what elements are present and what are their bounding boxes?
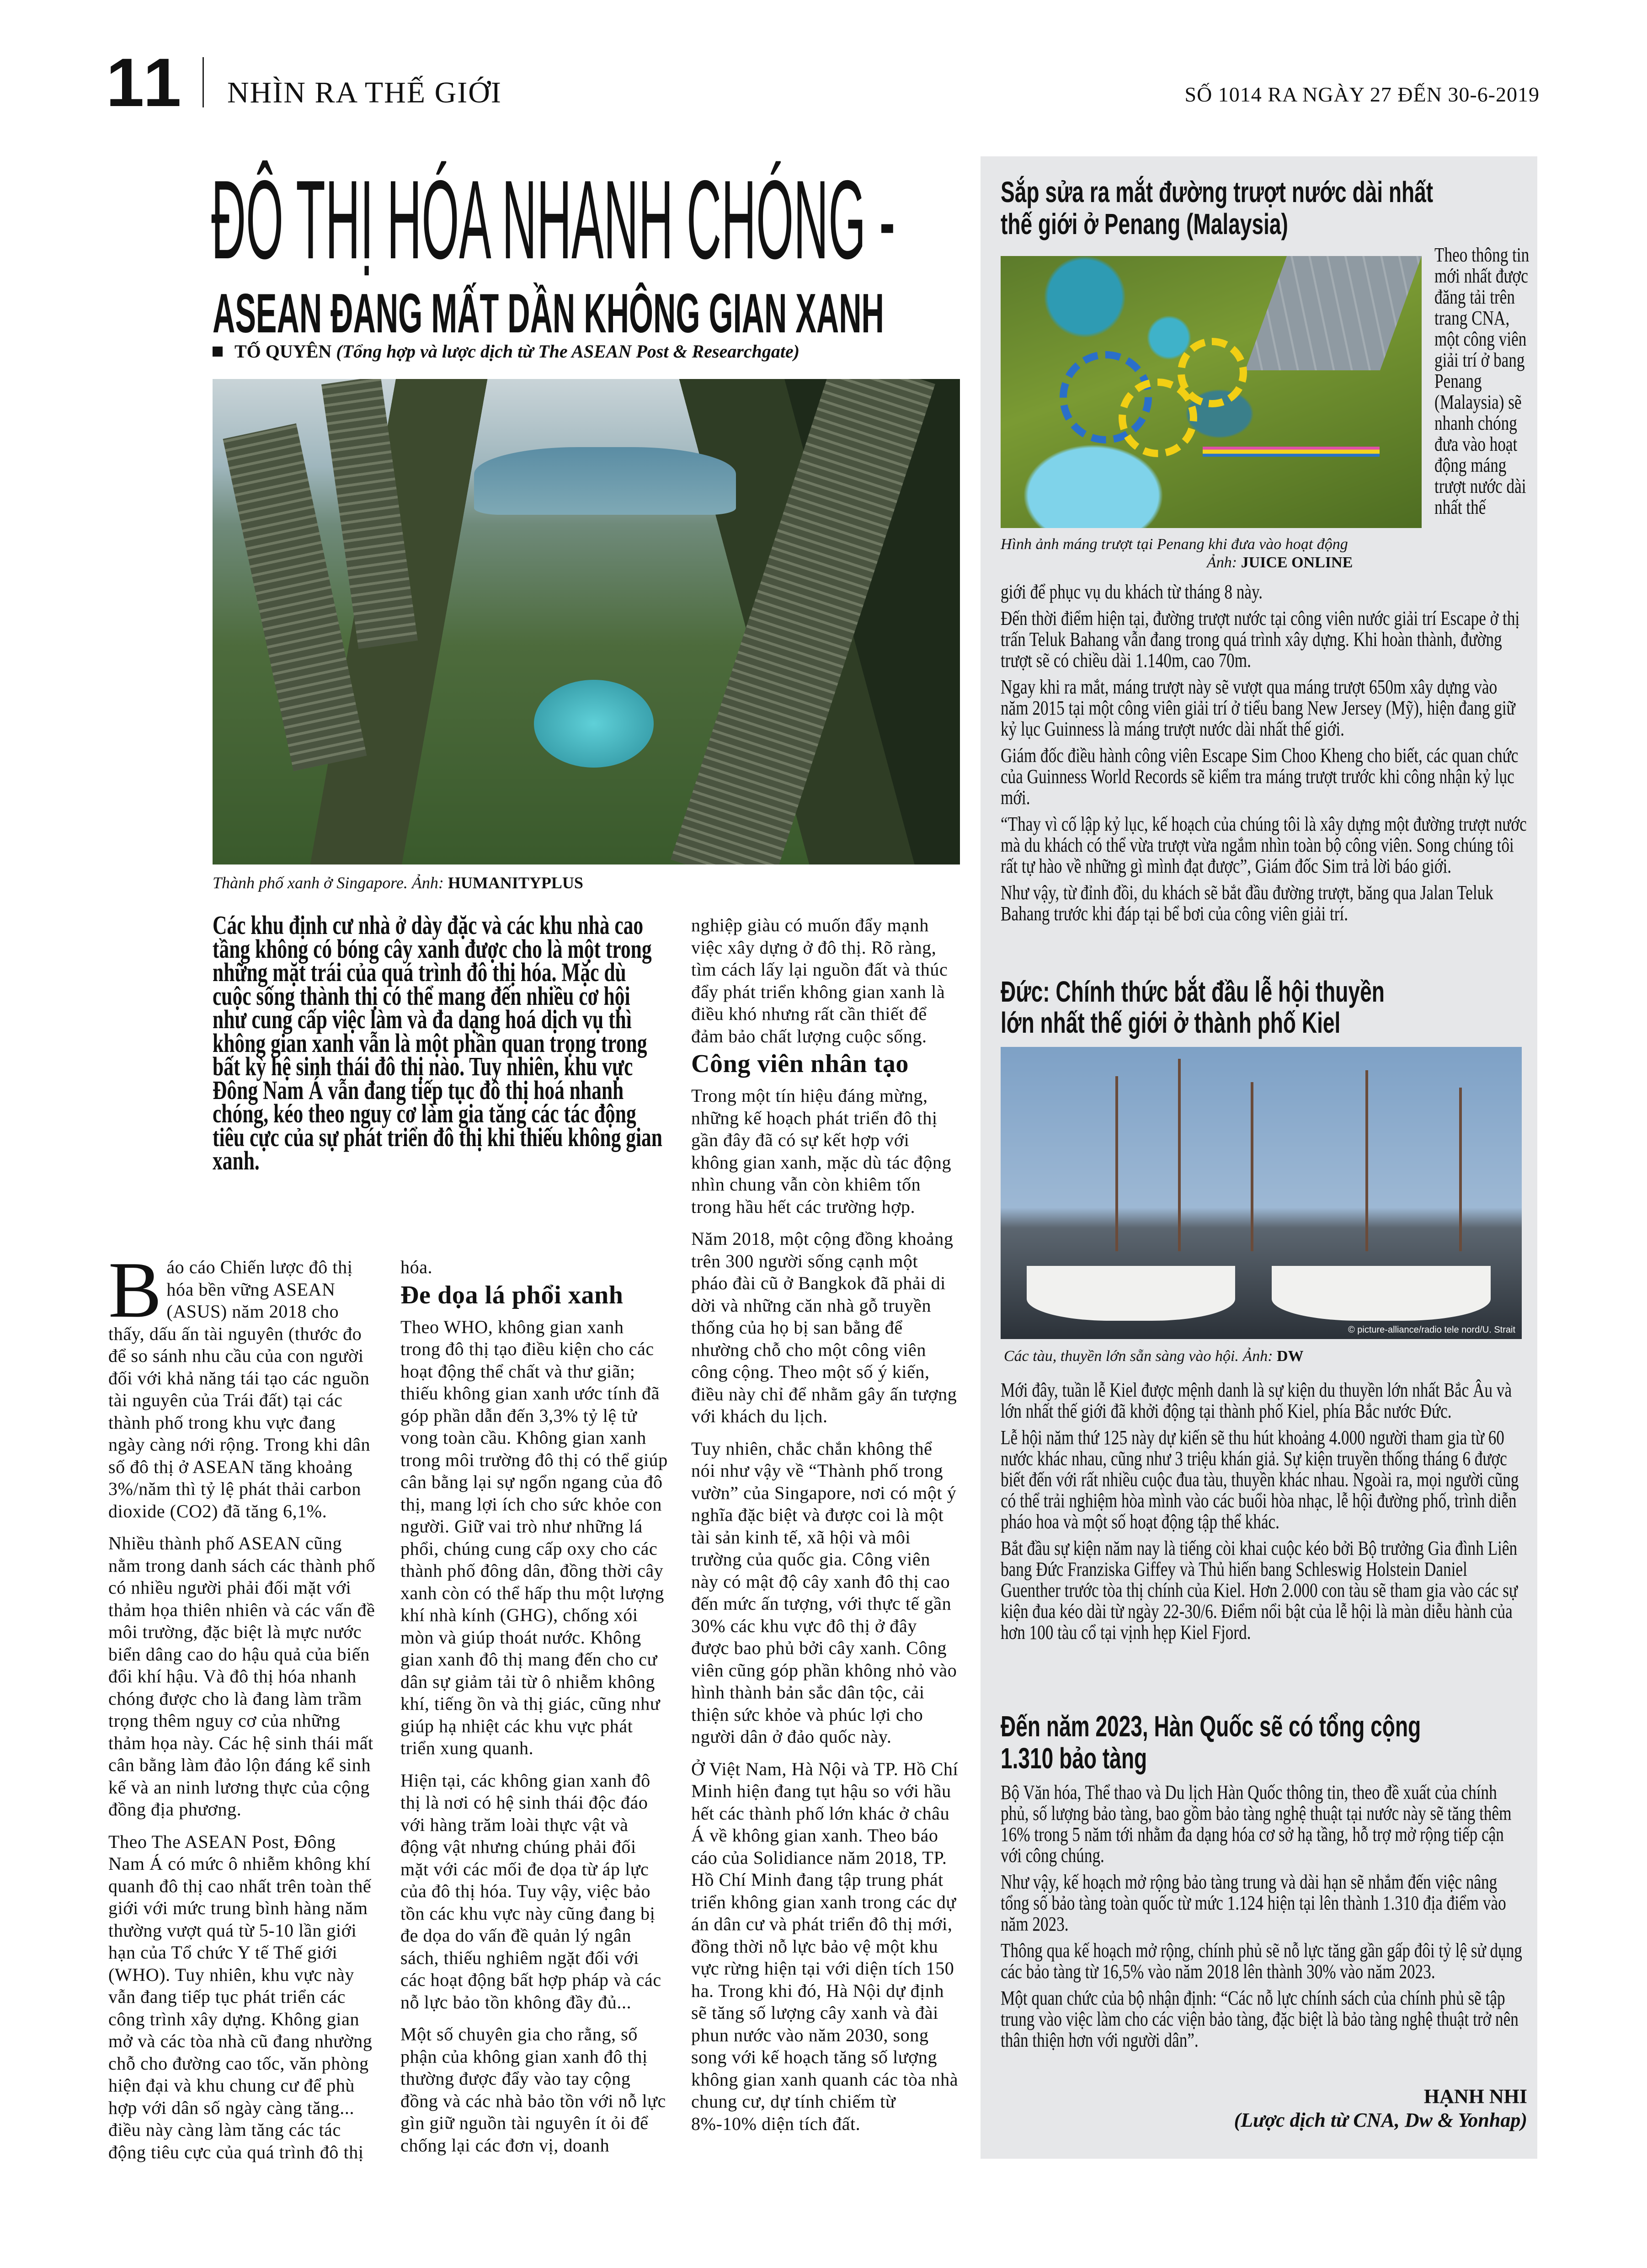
paragraph: Ngay khi ra mắt, máng trượt này sẽ vượt qua máng trượt 650m xây dựng vào năm 2015 tại một công viên giải trí ở tiểu bang New Jersey (Mỹ), hiện đang giữ kỷ lục Guinness là máng trượt nước dài nhất thế giới.: [1001, 676, 1515, 740]
sidebar-headline-2a: Đức: Chính thức bắt đầu lễ hội thuyền: [1001, 975, 1385, 1008]
signature-source: (Lược dịch từ CNA, Dw & Yonhap): [1234, 2109, 1527, 2131]
paragraph: Một số chuyên gia cho rằng, số phận của không gian xanh đô thị thường được đẩy vào tay cộng đồng và các nhà bảo tồn với nỗ lực gìn giữ nguồn tài nguyên ít ỏi để chống lại các đơn vị, doanh: [400, 2024, 666, 2156]
paragraph: Đến thời điểm hiện tại, đường trượt nước tại công viên nước giải trí Escape ở thị trấn Teluk Bahang vẫn đang trong quá trình xây dựng. Khi hoàn thành, đường trượt sẽ có chiều dài 1.140m, cao 70m.: [1001, 607, 1520, 672]
headline-line1: ĐÔ THỊ HÓA NHANH CHÓNG -: [211, 157, 895, 282]
paragraph: Bộ Văn hóa, Thể thao và Du lịch Hàn Quốc thông tin, theo đề xuất của chính phủ, số lượng bảo tàng, bao gồm bảo tàng nghệ thuật tại nước này sẽ tăng thêm 16% trong 5 năm tới nhằm đa dạng hóa cơ sở hạ tầng, hỗ trợ mở rộng tiếp cận với công chúng.: [1001, 1781, 1512, 1867]
paragraph: Theo WHO, không gian xanh trong đô thị tạo điều kiện cho các hoạt động thể chất và thư giãn; thiếu không gian xanh ước tính đã góp phần dẫn đến 3,3% tỷ lệ tử vong toàn cầu. Không gian xanh trong môi trường đô thị có thể giúp cân bằng lại sự ngổn ngang của đô thị, mang lợi ích cho sức khỏe con người. Giữ vai trò như những lá phổi, chúng cung cấp oxy cho các thành phố đông dân, đồng thời cây xanh còn có thể hấp thu một lượng khí nhà kính (GHG), chống xói mòn và giúp thoát nước. Không gian xanh đô thị mang đến cho cư dân sự giảm tải từ ô nhiễm không khí, tiếng ồn và thị giác, cũng như giúp hạ nhiệt các khu vực phát triển xung quanh.: [400, 1316, 668, 1758]
photo-sea: [474, 447, 736, 515]
section-title: NHÌN RA THẾ GIỚI: [227, 76, 502, 109]
paragraph: Một quan chức của bộ nhận định: “Các nỗ lực chính sách của chính phủ sẽ tập trung vào việc làm cho các viện bảo tàng, đặc biệt là bảo tàng nghệ thuật trở nên thân thiện hơn với người dân”.: [1001, 1987, 1519, 2051]
photo-copyright: © picture-alliance/radio tele nord/U. Strait: [1348, 1325, 1515, 1335]
kiel-ships-photo: [1001, 1047, 1522, 1339]
paragraph-text: áo cáo Chiến lược đô thị hóa bền vững ASEAN (ASUS) năm 2018 cho thấy, dấu ấn tài nguyên (thước đo để so sánh nhu cầu của con người đối với khả năng tái tạo các nguồn tài nguyên của Trái đất) tại các thành phố trong khu vực đang ngày càng nới rộng. Trong khi dân số đô thị ở ASEAN tăng khoảng 3%/năm thì tỷ lệ phát thải carbon dioxide (CO2) đã tăng 6,1%.: [108, 1257, 371, 1521]
main-photo-caption: [213, 873, 583, 892]
paragraph: “Thay vì cố lập kỷ lục, kế hoạch của chúng tôi là xây dựng một đường trượt nước mà du khách có thể vừa trượt vừa ngắm nhìn toàn bộ công viên. Song chúng tôi rất tự hào về những gì mình đạt được”, Giám đốc Sim trả lời báo giới.: [1001, 813, 1527, 877]
paragraph: Ở Việt Nam, Hà Nội và TP. Hồ Chí Minh hiện đang tụt hậu so với hầu hết các thành phố lớn khác ở châu Á về không gian xanh. Theo báo cáo của Solidiance năm 2018, TP. Hồ Chí Minh đang tập trung phát triển không gian xanh trong các dự án dân cư và phát triển đô thị mới, đồng thời nỗ lực bảo vệ một khu vực rừng hiện tại với diện tích 150 ha. Trong khi đó, Hà Nội dự định sẽ tăng số lượng cây xanh và đài phun nước vào năm 2030, song song với kế hoạch tăng số lượng không gian xanh quanh các tòa nhà chung cư, dự tính chiếm từ 8%-10% diện tích đất.: [691, 1758, 959, 2134]
penang-waterslide-photo: [1001, 256, 1422, 528]
photo-tower: [671, 379, 935, 865]
sidebar-headline-1b: thế giới ở Penang (Malaysia): [1001, 208, 1288, 240]
main-photo-green-city: [213, 379, 960, 865]
photo-mast: [1115, 1076, 1118, 1251]
paragraph: Lễ hội năm thứ 125 này dự kiến sẽ thu hút khoảng 4.000 người tham gia từ 60 nước khác nhau, cũng như 3 triệu khán giả. Sự kiện truyền thống tháng 6 được biết đến với rất nhiều cuộc đua tàu, thuyền khác nhau. Ngoài ra, mọi người cũng có thể trải nghiệm hòa mình vào các buổi hòa nhạc, lễ hội đường phố, trình diễn pháo hoa và một số hoạt động tập thể khác.: [1001, 1426, 1519, 1533]
byline: [213, 341, 800, 362]
byline-author: TỐ QUYÊN: [235, 341, 332, 362]
penang-photo-caption: Hình ảnh máng trượt tại Penang khi đưa vào hoạt động: [1001, 536, 1348, 553]
paragraph: Trong một tín hiệu đáng mừng, những kế hoạch phát triển đô thị gần đây đã có sự kết hợp với không gian xanh, mặc dù tác động nhìn chung vẫn còn khiêm tốn trong hầu hết các trường hợp.: [691, 1085, 952, 1217]
body-column-3: [691, 914, 959, 2145]
paragraph: Hiện tại, các không gian xanh đô thị là nơi có hệ sinh thái độc đáo với hàng trăm loài thực vật và động vật nhưng chúng phải đối mặt với các mối đe dọa từ áp lực của đô thị hóa. Tuy vậy, việc bảo tồn các khu vực này cũng đang bị đe dọa do vấn đề quản lý ngân sách, thiếu nghiêm ngặt đối với các hoạt động bất hợp pháp và các nỗ lực bảo tồn không đầy đủ...: [400, 1770, 661, 2012]
photo-mast: [1251, 1082, 1253, 1252]
photo-slide-loop: [1178, 338, 1247, 407]
body-column-2: [400, 1256, 668, 2167]
penang-photo-credit: [1207, 554, 1353, 571]
lead-paragraph: Các khu định cư nhà ở dày đặc và các khu nhà cao tầng không có bóng cây xanh được cho là một trong những mặt trái của quá trình đô thị hóa. Mặc dù cuộc sống thành thị có thể mang đến nhiều cơ hội như cung cấp việc làm và đa dạng hoá dịch vụ thì không gian xanh vẫn là một phần quan trọng trong bất kỳ hệ sinh thái đô thị nào. Tuy nhiên, khu vực Đông Nam Á vẫn đang tiếp tục đô thị hoá nhanh chóng, kéo theo nguy cơ làm gia tăng các tác động tiêu cực của sự phát triển đô thị khi thiếu không gian xanh.: [213, 910, 662, 1175]
page-number: 11: [106, 44, 184, 121]
issue-date: SỐ 1014 RA NGÀY 27 ĐẾN 30-6-2019: [1184, 83, 1540, 106]
sidebar-headline-1a: Sắp sửa ra mắt đường trượt nước dài nhất: [1001, 176, 1434, 208]
body-column-1: [108, 1245, 376, 2173]
drop-cap: B: [108, 1245, 162, 1334]
signature-author: HẠNH NHI: [1423, 2085, 1527, 2108]
story3-body: [1001, 1782, 1527, 2056]
paragraph: hóa.: [400, 1257, 433, 1277]
sidebar-headline-2b: lớn nhất thế giới ở thành phố Kiel: [1001, 1006, 1341, 1039]
paragraph: Thông qua kế hoạch mở rộng, chính phủ sẽ nỗ lực tăng gần gấp đôi tỷ lệ sử dụng các bảo tàng từ 16,5% vào năm 2018 lên thành 30% vào năm 2023.: [1001, 1939, 1522, 1983]
bullet-square-icon: [213, 347, 223, 357]
photo-mast: [1459, 1088, 1462, 1251]
story1-intro: Theo thông tin mới nhất được đăng tải trên trang CNA, một công viên giải trí ở bang Penang (Malaysia) sẽ nhanh chóng đưa vào hoạt động máng trượt nước dài nhất thế: [1434, 244, 1530, 518]
paragraph: Tuy nhiên, chắc chắn không thể nói như vậy về “Thành phố trong vườn” của Singapore, nơi có một ý nghĩa đặc biệt và được coi là một tài sản kinh tế, xã hội và môi trường của quốc gia. Công viên này có mật độ cây xanh đô thị cao đến mức ấn tượng, với thực tế gần 30% các khu vực đô thị ở đây được bao phủ bởi cây xanh. Công viên cũng góp phần không nhỏ vào hình thành bản sắc dân tộc, cải thiện sức khỏe và phúc lợi cho người dân ở đảo quốc này.: [691, 1438, 957, 1747]
paragraph: Như vậy, từ đỉnh đồi, du khách sẽ bắt đầu đường trượt, băng qua Jalan Teluk Bahang trước khi đáp tại bể bơi của công viên giải trí.: [1001, 881, 1493, 925]
paragraph: Mới đây, tuần lễ Kiel được mệnh danh là sự kiện du thuyền lớn nhất Bắc Âu và lớn nhất thế giới đã khởi động tại thành phố Kiel, phía Bắc nước Đức.: [1001, 1379, 1512, 1422]
paragraph: Giám đốc điều hành công viên Escape Sim Choo Kheng cho biết, các quan chức của Guinness World Records sẽ kiểm tra máng trượt trước khi công nhận kỷ lục mới.: [1001, 744, 1519, 809]
photo-mast: [1365, 1070, 1368, 1251]
headline-line2: ASEAN ĐANG MẤT DẦN KHÔNG GIAN XANH: [213, 282, 884, 344]
paragraph: nghiệp giàu có muốn đẩy mạnh việc xây dựng ở đô thị. Rõ ràng, tìm cách lấy lại nguồn đất và thúc đẩy phát triển không gian xanh là điều khó nhưng rất cần thiết để đảm bảo chất lượng cuộc sống.: [691, 915, 948, 1046]
subheading: Đe dọa lá phổi xanh: [400, 1281, 624, 1309]
paragraph: Nhiều thành phố ASEAN cũng nằm trong danh sách các thành phố có nhiều người phải đối mặt với thảm họa thiên nhiên và các vấn đề môi trường, đặc biệt là mực nước biển dâng cao do hậu quả của biến đổi khí hậu. Và đô thị hóa nhanh chóng được cho là đang làm trầm trọng thêm nguy cơ của những thảm họa này. Các hệ sinh thái mất cân bằng làm đảo lộn đáng kể sinh kế và an ninh lương thực của cộng đồng địa phương.: [108, 1533, 376, 1820]
caption-credit: DW: [1277, 1348, 1304, 1365]
photo-straight-slide: [1203, 447, 1380, 457]
photo-ship-hull: [1027, 1266, 1235, 1321]
sidebar-headline-3b: 1.310 bảo tàng: [1001, 1742, 1147, 1775]
kiel-photo-caption: [1004, 1348, 1304, 1365]
caption-text: Các tàu, thuyền lớn sẵn sàng vào hội. Ảnh:: [1004, 1348, 1277, 1365]
paragraph: Bắt đầu sự kiện năm nay là tiếng còi khai cuộc kéo bởi Bộ trưởng Gia đình Liên bang Đức Franziska Giffey và Thủ hiến bang Schleswig Holstein Daniel Guenther trước tòa thị chính của Kiel. Hơn 2.000 con tàu sẽ tham gia vào các sự kiện đua kéo dài từ ngày 22-30/6. Điểm nổi bật của lễ hội là màn diễu hành của hơn 100 tàu cổ tại vịnh hẹp Kiel Fjord.: [1001, 1537, 1518, 1644]
caption-text: Thành phố xanh ở Singapore. Ảnh:: [213, 874, 448, 892]
sidebar-headline-3a: Đến năm 2023, Hàn Quốc sẽ có tổng cộng: [1001, 1710, 1421, 1743]
paragraph: Như vậy, kế hoạch mở rộng bảo tàng trung và dài hạn sẽ nhắm đến việc nâng tổng số bảo tàng toàn quốc từ mức 1.124 hiện tại lên thành 1.310 địa điểm vào năm 2023.: [1001, 1871, 1506, 1935]
paragraph: [108, 1245, 376, 1522]
paragraph: Theo The ASEAN Post, Đông Nam Á có mức ô nhiễm không khí quanh đô thị cao nhất trên toàn thế giới với mức trung bình hàng năm thường vượt quá từ 5-10 lần giới hạn của Tổ chức Y tế Thế giới (WHO). Tuy nhiên, khu vực này vẫn đang tiếp tục phát triển các công trình xây dựng. Không gian mở và các tòa nhà cũ đang nhường chỗ cho đường cao tốc, văn phòng hiện đại và khu chung cư để phù hợp với dân số ngày càng tăng... điều này càng làm tăng các tác động tiêu cực của quá trình đô thị: [108, 1831, 373, 2162]
photo-pool: [534, 680, 654, 767]
subheading: Công viên nhân tạo: [691, 1050, 909, 1078]
header-divider: [203, 57, 204, 107]
credit-name: JUICE ONLINE: [1241, 554, 1353, 571]
caption-credit: HUMANITYPLUS: [448, 874, 583, 892]
photo-road: [1245, 256, 1422, 370]
photo-mast: [1178, 1059, 1181, 1252]
credit-label: Ảnh:: [1207, 554, 1241, 571]
photo-ship-hull: [1272, 1266, 1491, 1321]
paragraph: Năm 2018, một cộng đồng khoảng trên 300 người sống cạnh một pháo đài cũ ở Bangkok đã phải di dời và những căn nhà gỗ truyền thống của họ bị san bằng để nhường chỗ cho một công viên công cộng. Theo một số ý kiến, điều này chỉ để nhằm gây ấn tượng với khách du lịch.: [691, 1228, 957, 1426]
story1-body: [1001, 582, 1527, 930]
story2-body: [1001, 1380, 1527, 1649]
photo-tower: [321, 379, 418, 649]
byline-source: (Tổng hợp và lược dịch từ The ASEAN Post & Researchgate): [336, 341, 800, 362]
paragraph: giới để phục vụ du khách từ tháng 8 này.: [1001, 581, 1263, 603]
